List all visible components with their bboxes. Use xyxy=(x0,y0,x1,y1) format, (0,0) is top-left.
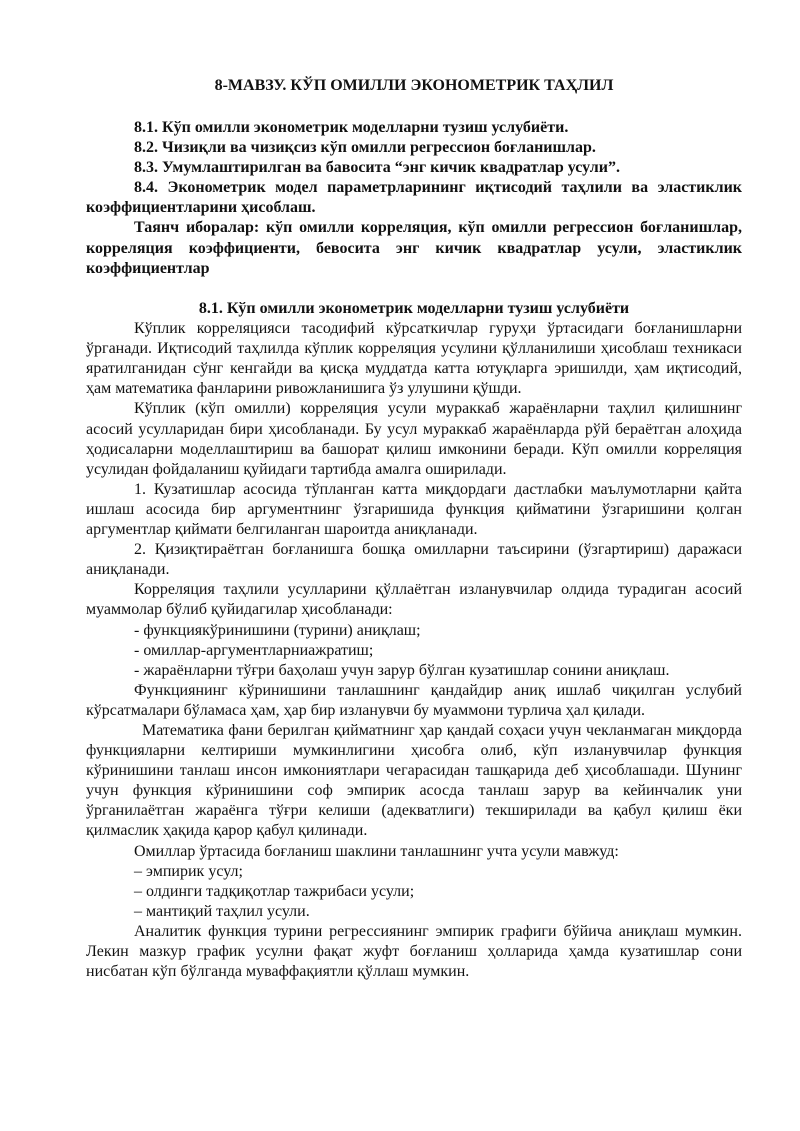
body-paragraph: Корреляция таҳлили усулларини қўллаётган изланувчилар олдида турадиган асосий муаммолар бўлиб қуйидагилар ҳисобланади: xyxy=(86,581,742,619)
list-item: – олдинги тадқиқотлар тажрибаси усули; xyxy=(134,882,415,900)
list-item: - омиллар-аргументларниажратиш; xyxy=(134,641,374,659)
outline-item: 8.2. Чизиқли ва чизиқсиз кўп омилли регрессион боғланишлар. xyxy=(134,139,596,157)
body-paragraph: Кўплик (кўп омилли) корреляция усули мураккаб жараёнларни таҳлил қилишнинг асосий усулларидан бири ҳисобланади. Бу усул мураккаб жараёнларда рўй бераётган алоҳида ҳодисаларни моделлаштириш ва башорат қилиш имконини беради. Кўп омилли корреляция усулидан фойдаланиш қуйидаги тартибда амалга оширилади. xyxy=(86,400,742,478)
list-item: - жараёнларни тўғри баҳолаш учун зарур бўлган кузатишлар сонини аниқлаш. xyxy=(134,661,670,679)
section-heading: 8.1. Кўп омилли эконометрик моделларни тузиш услубиёти xyxy=(198,300,630,317)
section-body xyxy=(86,299,742,982)
outline-item: 8.4. Эконометрик модел параметрларининг иқтисодий таҳлили ва эластиклик коэффициентларини ҳисоблаш. xyxy=(86,179,742,217)
body-paragraph: Функциянинг кўринишини танлашнинг қандайдир аниқ ишлаб чиқилган услубий кўрсатмалари бўламаса ҳам, ҳар бир изланувчи бу муаммони турлича ҳал қилади. xyxy=(86,681,742,719)
list-item: – мантиқий таҳлил усули. xyxy=(134,902,310,920)
outline-list xyxy=(86,118,742,279)
body-paragraph: Кўплик корреляцияси тасодифий кўрсаткичлар гуруҳи ўртасидаги боғланишларни ўрганади. Иқтисодий таҳлилда кўплик корреляция усулини қўлланилиши ҳисоблаш техникаси яратилганидан сўнг кенгайди ва қисқа муддатда катта ютуқларга эришилди, ҳам иқтисодий, ҳам математика фанларини ривожланишига ўз улушини қўшди. xyxy=(86,320,742,398)
numbered-item: 2. Қизиқтираётган боғланишга бошқа омилларни таъсирини (ўзгартириш) даражаси аниқланади. xyxy=(86,541,742,579)
numbered-item: 1. Кузатишлар асосида тўпланган катта миқдордаги дастлабки маълумотларни қайта ишлаш асосида бир аргументнинг ўзгаришида функция қийматини ўзгаришини қолган аргументлар қиймати белгиланган шароитда аниқланади. xyxy=(86,480,742,539)
body-paragraph: Омиллар ўртасида боғланиш шаклини танлашнинг учта усули мавжуд: xyxy=(134,842,619,860)
list-item: - функциякўринишини (турини) аниқлаш; xyxy=(134,621,421,639)
list-item: – эмпирик усул; xyxy=(134,862,243,880)
outline-item: 8.3. Умумлаштирилган ва бавосита “энг кичик квадратлар усули”. xyxy=(134,159,620,177)
page-title: 8-МАВЗУ. КЎП ОМИЛЛИ ЭКОНОМЕТРИК ТАҲЛИЛ xyxy=(214,77,614,94)
body-paragraph: Математика фани берилган қийматнинг ҳар қандай соҳаси учун чекланмаган миқдорда функцияларни келтириши мумкинлигини ҳисобга олиб, кўп изланувчилар функция кўринишини танлаш инсон имкониятлари чегарасидан ташқарида деб ҳисоблашади. Шунинг учун функция кўринишини соф эмпирик асосда танлаш зарур ва кейинчалик уни ўрганилаётган жараёнга тўғри келиши (адекватлиги) текширилади ва қабул қилиш ёки қилмаслик ҳақида қарор қабул қилинади. xyxy=(86,721,742,840)
outline-item: 8.1. Кўп омилли эконометрик моделларни тузиш услубиёти. xyxy=(134,119,569,136)
keywords-paragraph: Таянч иборалар: кўп омилли корреляция, кўп омилли регрессион боғланишлар, корреляция коэффициенти, бевосита энг кичик квадратлар усули, эластиклик коэффициентлар xyxy=(86,219,742,277)
body-paragraph: Аналитик функция турини регрессиянинг эмпирик графиги бўйича аниқлаш мумкин. Лекин мазкур график усулни фақат жуфт боғланиш ҳолларида ҳамда кузатишлар сони нисбатан кўп бўлганда муваффақиятли қўллаш мумкин. xyxy=(86,922,742,981)
